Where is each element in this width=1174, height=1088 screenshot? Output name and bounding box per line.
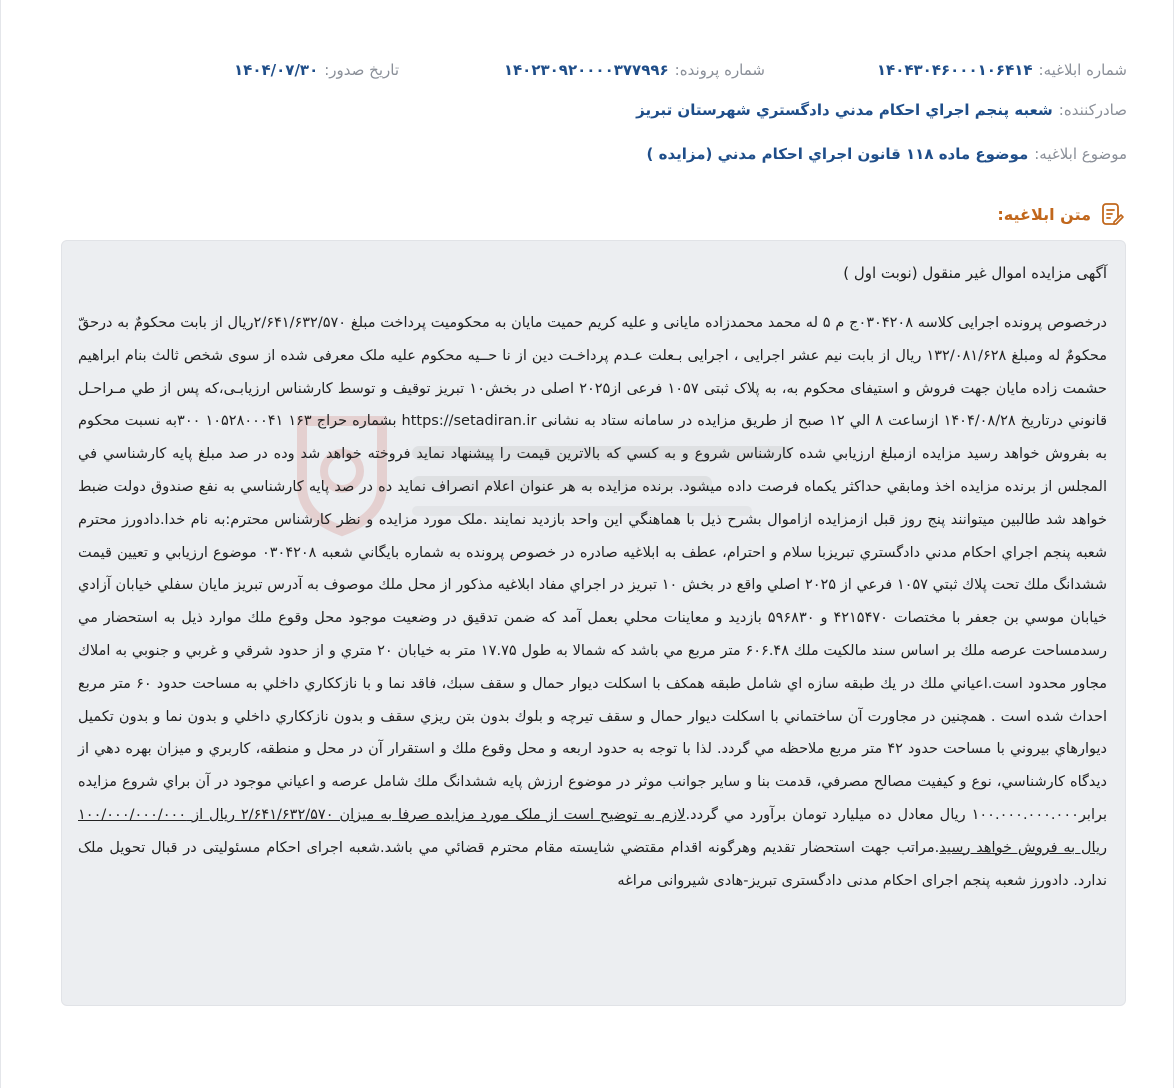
case-number-label: شماره پرونده: [674, 61, 765, 79]
subject-label: موضوع ابلاغیه: [1034, 145, 1127, 163]
issuer: شعبه پنجم اجراي احكام مدني دادگستري شهرستان تبريز [636, 101, 1053, 119]
notice-body-part-1: درخصوص پرونده اجرایی کلاسه ۰۳۰۴۲۰۸ج م ۵ له محمد محمدزاده مایانی و علیه کریم حمیت مایان به محکومیت پرداخت مبلغ ۲/۶۴۱/۶۳۲/۵۷۰ریال از بابت محکومٌ به درحقّ محکومٌ له ومبلغ ۱۳۲/۰۸۱/۶۲۸ ریال از بابت نیم عشر اجرایی ، اجرایی بـعلت عـدم پرداخـت دین از نا حــیه محکوم علیه ملک معرفی شده از سوی شخص ثالث بنام ابراهیم حشمت زاده مایان جهت فروش و استیفای محکوم به، به پلاک ثبتی ۱۰۵۷ فرعی از۲۰۲۵ اصلی در بخش۱۰ تبریز توقیف و توسط کارشناس ارزیابـی،که پس از طي مـراحـل قانوني درتاريخ ۱۴۰۴/۰۸/۲۸ ازساعت ۸ الي ۱۲ صبح از طريق مزايده در سامانه ستاد به نشانی https://setadiran.ir بشماره حراج ۱۶۳ ۱۰۵۲۸۰۰۰۴۱ ۳۰۰به نسبت محکوم به بفروش خواهد رسيد مزايده ازمبلغ ارزيابي شده كارشناس شروع و به كسي كه بالاترين قيمت را پيشنهاد نمايد فروخته خواهد شد وده در صد مبلغ پايه كارشناسي في المجلس از برنده مزايده اخذ ومابقي حداكثر يكماه فرصت داده ميشود. برنده مزايده به هر عنوان اعلام انصراف نمايد ده در صد پايه كارشناسي به نفع صندوق دولت ضبط خواهد شد طالبين ميتوانند پنج روز قبل ازمزايده ازاموال بشرح ذيل با هماهنگي اين واحد بازديد نمايند .ملک مورد مزایده و نظر کارشناس محترم:به نام خدا.دادورز محترم شعبه پنجم اجراي احكام مدني دادگستري تبريزبا سلام و احترام، عطف به ابلاغيه صادره در خصوص پرونده به شماره بايگاني شعبه ۰۳۰۴۲۰۸ موضوع ارزيابي و تعيين قيمت ششدانگ ملك تحت پلاك ثبتي ۱۰۵۷ فرعي از ۲۰۲۵ اصلي واقع در بخش ۱۰ تبريز در اجراي مفاد ابلاغيه مذكور از محل ملك موصوف به آدرس تبريز مايان سفلي خيابان آزادي خيابان موسي بن جعفر با مختصات ۴۲۱۵۴۷۰ و ۵۹۶۸۳۰ بازديد و معاينات محلي بعمل آمد كه ضمن تدقيق در وضعيت موجود محل وقوع ملك موارد ذيل به استحضار مي رسدمساحت عرصه ملك بر اساس سند مالكيت ملك ۶۰۶.۴۸ متر مربع مي باشد كه شمالا به طول ۱۷.۷۵ متر به خيابان ۲۰ متري و از حدود شرقي و غربي و جنوبي به املاك مجاور محدود است.اعياني ملك در يك طبقه سازه اي شامل طبقه همكف با اسكلت ديوار حمال و سقف سبك، فاقد نما و با نازككاري داخلي به مساحت حدود ۶۰ متر مربع احداث شده است . همچنين در مجاورت آن ساختماني با اسكلت ديوار حمال و سقف تيرچه و بلوك بدون بتن ريزي سقف و بدون نازككاري داخلي و بدون نما و بدون تكميل ديوارهاي بيروني با مساحت حدود ۴۲ متر مربع ملاحظه مي گردد. لذا با توجه به حدود اربعه و محل وقوع ملك و استقرار آن در محل و منطقه، كاربري و ميزان بهره دهي از ديدگاه كارشناسي، نوع و كيفيت مصالح مصرفي، قدمت بنا و ساير جوانب موثر در موضوع ارزش پايه ششدانگ ملك شامل عرصه و اعياني موجود در آن براي شروع مزايده برابر۱۰۰.۰۰۰.۰۰۰.۰۰۰ ريال معادل ده ميليارد تومان برآورد مي گردد. [78, 315, 1108, 823]
notice-number-group [877, 58, 1127, 82]
notice-number: ۱۴۰۴۳۰۴۶۰۰۰۱۰۶۴۱۴ [876, 61, 1033, 79]
notice-body [78, 307, 1107, 897]
notice-content-box [61, 240, 1126, 1006]
notice-number-label: شماره ابلاغیه: [1038, 61, 1127, 79]
notice-body-part-2: .مراتب جهت استحضار تقدیم وهرگونه اقدام مقتضي شایسته مقام محترم قضائي مي باشد.شعبه اجرای احکام مسئولیتی در قبال تحویل ملک ندارد. دادورز شعبه پنجم اجرای احکام مدنی دادگستری تبریز-هادی شیروانی مراغه [78, 839, 1107, 889]
notice-text-heading [997, 200, 1125, 228]
subject: موضوع ماده ۱۱۸ قانون اجراي احكام مدني (مزايده ) [646, 145, 1029, 163]
notice-meta-row [47, 58, 1127, 82]
issue-date-group [234, 58, 399, 82]
issuer-label: صادرکننده: [1058, 101, 1127, 119]
document-edit-icon [1099, 201, 1125, 227]
notice-heading: آگهی مزایده اموال غیر منقول (نوبت اول ) [843, 264, 1107, 282]
issue-date: ۱۴۰۴/۰۷/۳۰ [234, 61, 319, 79]
case-number-group [504, 58, 765, 82]
case-number: ۱۴۰۲۳۰۹۲۰۰۰۰۳۷۷۹۹۶ [503, 61, 669, 79]
notice-text-title: متن ابلاغیه: [997, 204, 1091, 224]
notice-body-underlined: لازم به توضیح است از ملک مورد مزایده صرفا به میزان ۲/۶۴۱/۶۳۲/۵۷۰ ریال از ۱۰۰/۰۰۰/۰۰۰/۰۰۰ ریال به فروش خواهد رسید [78, 806, 1108, 856]
subject-row [47, 141, 1127, 167]
issuer-row [47, 97, 1127, 123]
issue-date-label: تاریخ صدور: [324, 61, 399, 79]
